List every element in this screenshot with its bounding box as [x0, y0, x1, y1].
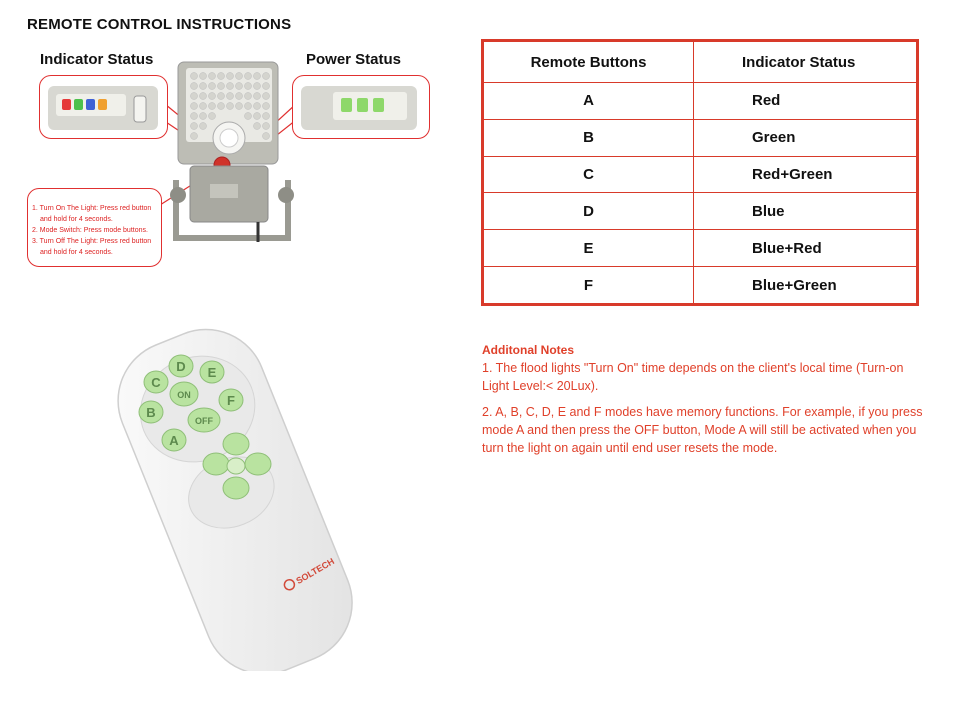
header-indicator-status: Indicator Status: [694, 42, 917, 83]
table-row: [484, 230, 917, 267]
note-2: 2. A, B, C, D, E and F modes have memory functions. For example, if you press mode A and then press the OFF button, Mode A will still be activated when you turn the light on again until end user resets the mode.: [482, 405, 923, 455]
button-cell: E: [484, 230, 694, 267]
table-row: [484, 83, 917, 120]
status-cell: Green: [694, 119, 917, 156]
status-cell: Red+Green: [694, 156, 917, 193]
svg-text:F: F: [227, 393, 235, 408]
remote-control-illustration: [86, 316, 386, 671]
button-cell: D: [484, 193, 694, 230]
svg-text:OFF: OFF: [195, 416, 213, 426]
instruction-3: 3. Turn Off The Light: Press red button: [32, 238, 152, 245]
remote-button-e[interactable]: [200, 361, 224, 383]
status-cell: Blue+Red: [694, 230, 917, 267]
remote-button-on[interactable]: [170, 382, 198, 406]
button-cell: C: [484, 156, 694, 193]
instruction-1: 1. Turn On The Light: Press red button: [32, 205, 152, 212]
button-cell: B: [484, 119, 694, 156]
svg-text:A: A: [169, 433, 179, 448]
indicator-status-callout: [39, 75, 168, 139]
svg-text:D: D: [176, 359, 186, 374]
remote-button-f[interactable]: [219, 389, 243, 411]
status-cell: Blue+Green: [694, 267, 917, 304]
table-row: [484, 193, 917, 230]
remote-button-d[interactable]: [169, 355, 193, 377]
power-status-callout: [292, 75, 430, 139]
power-status-label: Power Status: [306, 51, 402, 68]
page-title: REMOTE CONTROL INSTRUCTIONS: [27, 16, 292, 33]
additional-notes: [482, 341, 927, 465]
remote-button-c[interactable]: [144, 371, 168, 393]
status-cell: Red: [694, 83, 917, 120]
instruction-1b: and hold for 4 seconds.: [40, 216, 113, 223]
svg-text:E: E: [207, 365, 217, 380]
notes-title: Additonal Notes: [482, 343, 574, 357]
table-row: [484, 119, 917, 156]
svg-text:SOLTECH: SOLTECH: [294, 556, 337, 586]
button-cell: F: [484, 267, 694, 304]
power-panel: [293, 76, 429, 138]
instruction-3b: and hold for 4 seconds.: [40, 249, 113, 256]
note-1: 1. The flood lights "Turn On" time depends on the client's local time (Turn-on Light Level:< 20Lux).: [482, 361, 904, 393]
instruction-2: 2. Mode Switch: Press mode buttons.: [32, 227, 148, 234]
svg-text:ON: ON: [177, 390, 191, 400]
table-header-row: [484, 42, 917, 83]
table-row: [484, 156, 917, 193]
instructions-callout: [27, 188, 162, 267]
button-status-table: [481, 39, 919, 306]
status-cell: Blue: [694, 193, 917, 230]
svg-text:C: C: [151, 375, 161, 390]
indicator-panel: [40, 76, 167, 138]
remote-button-off[interactable]: [188, 408, 220, 432]
button-cell: A: [484, 83, 694, 120]
header-remote-buttons: Remote Buttons: [484, 42, 694, 83]
remote-button-a[interactable]: [162, 429, 186, 451]
indicator-status-label: Indicator Status: [40, 51, 154, 68]
svg-text:B: B: [146, 405, 156, 420]
remote-button-b[interactable]: [139, 401, 163, 423]
table-row: [484, 267, 917, 304]
